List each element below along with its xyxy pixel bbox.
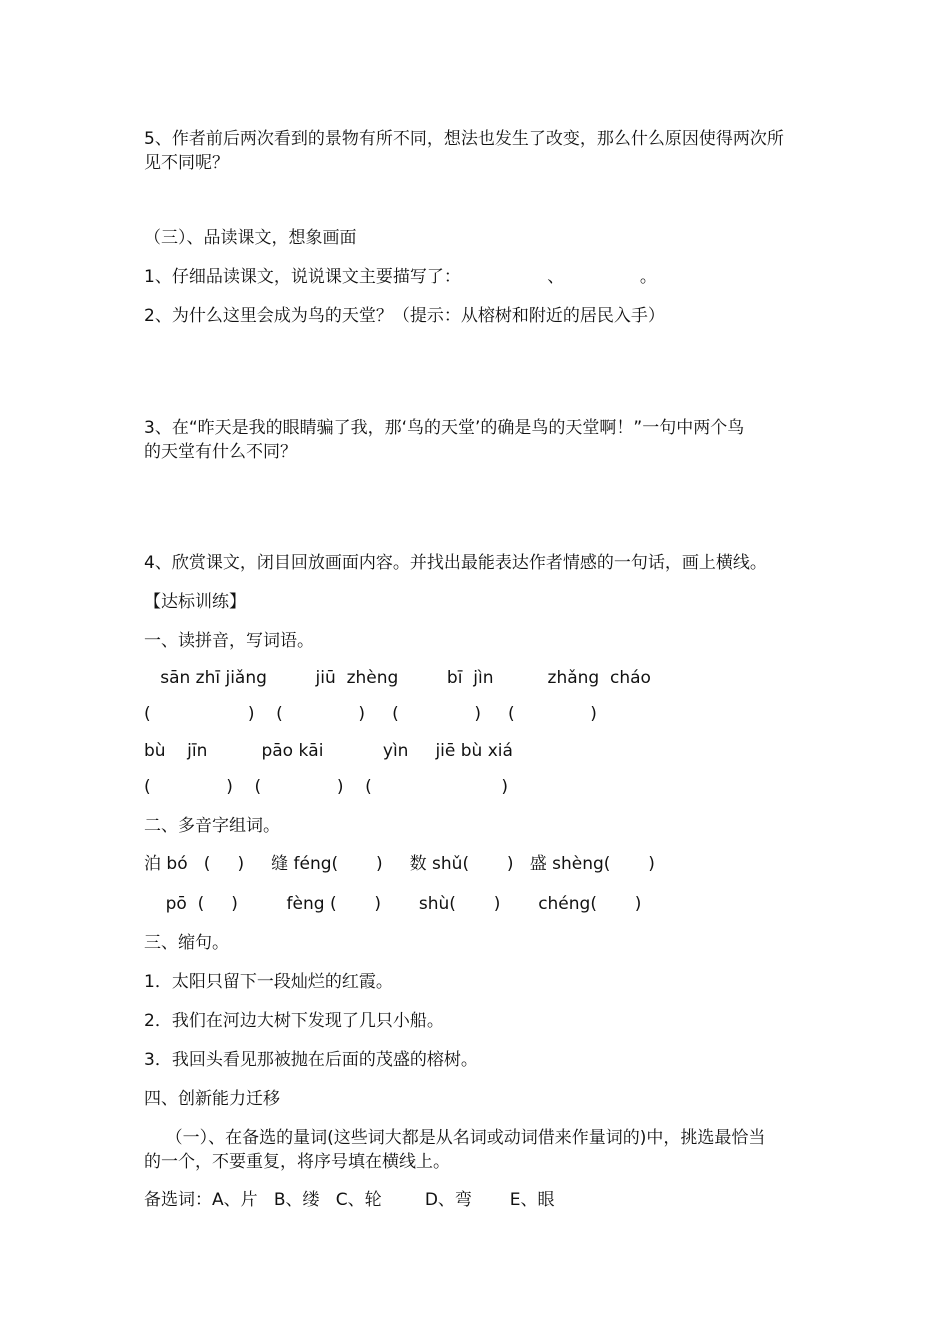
section-3-question-3-line-2: 的天堂有什么不同？	[144, 442, 297, 462]
pinyin-row-1: sān zhī jiǎng jiū zhèng bī jìn zhǎng cháo	[144, 668, 651, 688]
training-heading: 【达标训练】	[144, 592, 246, 612]
question-5-line-1: 5、作者前后两次看到的景物有所不同，想法也发生了改变，那么什么原因使得两次所	[144, 129, 784, 149]
section-3-question-1: 1、仔细品读课文，说说课文主要描写了： 、 。	[144, 267, 657, 287]
answer-brackets-row-1: ( ) ( ) ( ) ( )	[144, 704, 597, 724]
answer-brackets-row-2: ( ) ( ) ( )	[144, 777, 509, 797]
condense-sentence-3: 3．我回头看见那被抛在后面的茂盛的榕树。	[144, 1050, 478, 1070]
part-1-heading: 一、读拼音，写词语。	[144, 631, 314, 651]
question-5-line-2: 见不同呢？	[144, 153, 229, 173]
section-3-question-4: 4、欣赏课文，闭目回放画面内容。并找出最能表达作者情感的一句话，画上横线。	[144, 553, 767, 573]
pinyin-row-2: bù jīn pāo kāi yìn jiē bù xiá	[144, 741, 513, 761]
measure-word-options: 备选词：A、片 B、缕 C、轮 D、弯 E、眼	[144, 1190, 555, 1210]
section-3-heading: （三）、品读课文，想象画面	[144, 228, 357, 248]
section-3-question-2: 2、为什么这里会成为鸟的天堂？（提示：从榕树和附近的居民入手）	[144, 306, 665, 326]
part-3-heading: 三、缩句。	[144, 933, 229, 953]
part-2-heading: 二、多音字组词。	[144, 816, 280, 836]
condense-sentence-2: 2．我们在河边大树下发现了几只小船。	[144, 1011, 444, 1031]
section-3-question-3-line-1: 3、在“昨天是我的眼睛骗了我，那‘鸟的天堂’的确是鸟的天堂啊！”一句中两个鸟	[144, 418, 745, 438]
polyphone-row-1: 泊 bó ( ) 缝 féng( ) 数 shǔ( ) 盛 shèng( )	[144, 854, 655, 874]
condense-sentence-1: 1．太阳只留下一段灿烂的红霞。	[144, 972, 393, 992]
part-4-sub-1-line-1: （一）、在备选的量词(这些词大都是从名词或动词借来作量词的)中，挑选最恰当	[144, 1128, 766, 1148]
part-4-sub-1-line-2: 的一个，不要重复，将序号填在横线上。	[144, 1152, 450, 1172]
part-4-heading: 四、创新能力迁移	[144, 1089, 280, 1109]
polyphone-row-2: pō ( ) fèng ( ) shù( ) chéng( )	[144, 894, 642, 914]
